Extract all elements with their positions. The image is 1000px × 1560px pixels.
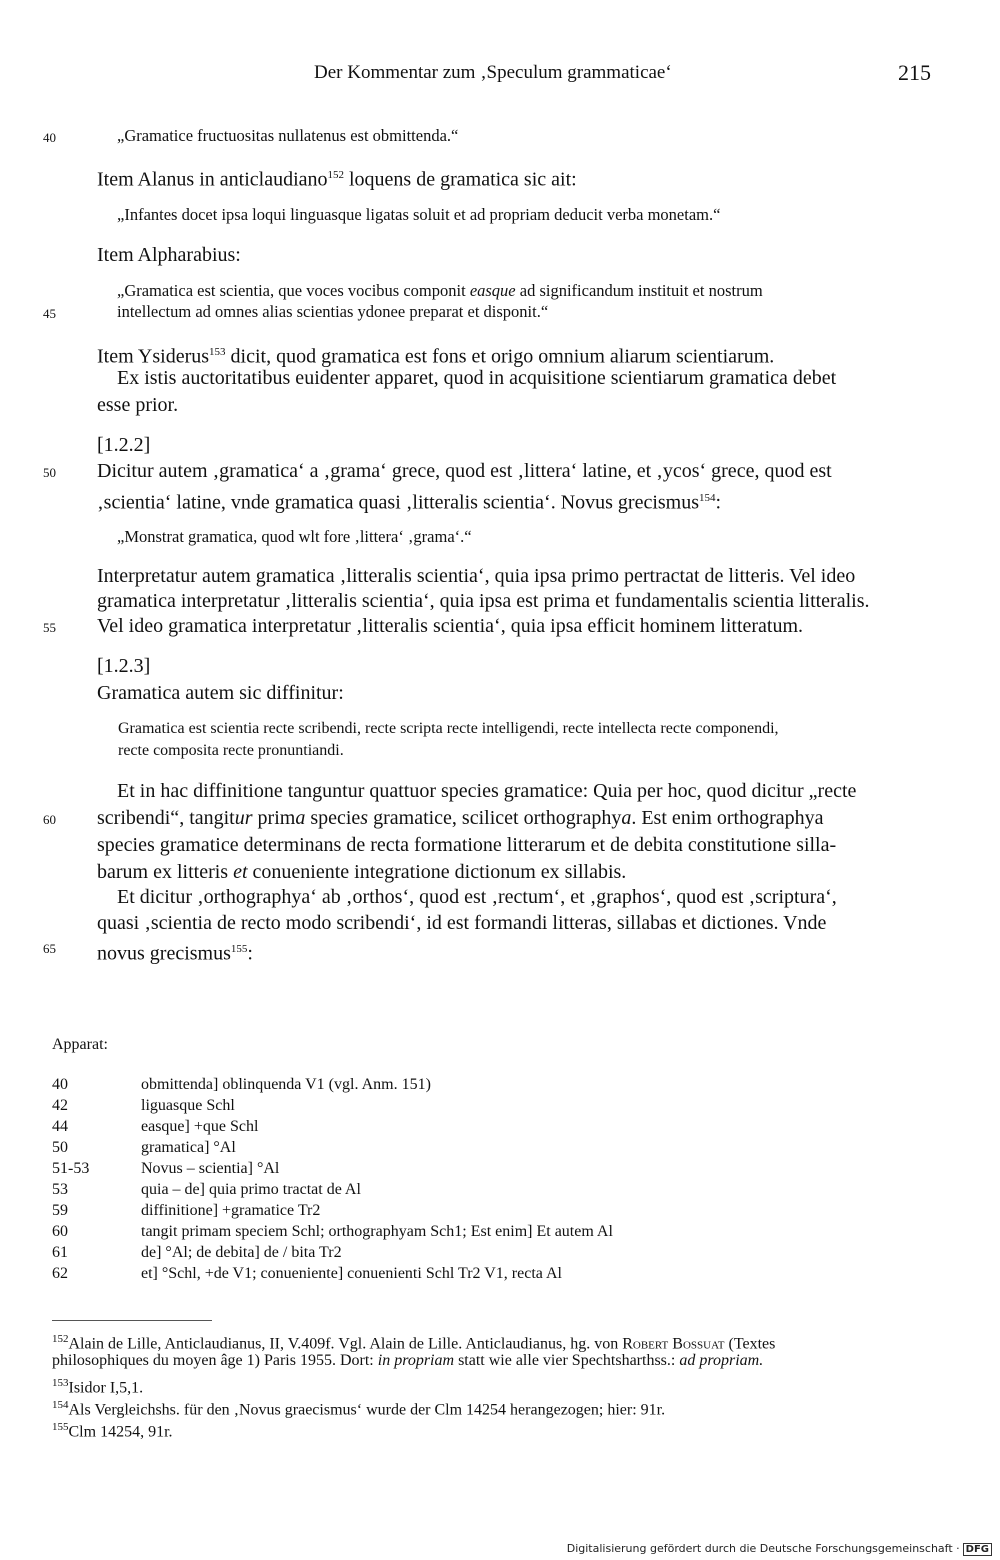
running-header [0,60,1000,90]
body-line: Dicitur autem ‚gramatica‘ a ‚grama‘ grece, quod est ‚littera‘ latine, et ‚ycos‘ grece, quod est [97,460,832,482]
section-number: [1.2.3] [97,655,151,677]
apparatus-row: 60 tangit primam speciem Schl; orthographyam Sch1; Est enim] Et autem Al [52,1223,613,1240]
body-line: Et dicitur ‚orthographya‘ ab ‚orthos‘, quod est ‚rectum‘, et ‚graphos‘, quod est ‚scriptura‘, [117,886,837,908]
line-number: 50 [43,465,56,480]
body-line: scribendi“, tangitur prima species gramatice, scilicet orthographya. Est enim orthographya [97,807,824,829]
footnote-ref: 152 [327,169,344,181]
line-number: 55 [43,620,56,635]
body-line: Interpretatur autem gramatica ‚litteralis scientia‘, quia ipsa primo pertractat de litteris. Vel ideo [97,565,856,587]
footer-credit: Digitalisierung gefördert durch die Deutsche Forschungsgemeinschaft · DFG [567,1542,992,1556]
page-number: 215 [898,60,931,85]
body-line: Et in hac diffinitione tanguntur quattuor species gramatice: Quia per hoc, quod dicitur „recte [117,780,857,802]
line-number: 65 [43,941,56,956]
line-number: 40 [43,130,56,145]
apparatus-row: 50 gramatica] °Al [52,1139,236,1156]
body-line: esse prior. [97,394,179,416]
body-line: Item Alpharabius: [97,244,241,266]
body-line: quasi ‚scientia de recto modo scribendi‘, id est formandi litteras, sillabas et dictiones. Vnde [97,912,827,934]
footnote-152-cont: philosophiques du moyen âge 1) Paris 1955. Dort: in propriam statt wie alle vier Spechtsharthss.: ad propriam. [52,1352,764,1369]
definition: recte composita recte pronuntiandi. [118,742,344,759]
footnote-ref: 154 [699,492,716,504]
apparatus-title: Apparat: [52,1036,108,1053]
footnote-153: $^{153}$Isidor I,5,1. [52,1377,144,1397]
body-line: gramatica interpretatur ‚litteralis scientia‘, quia ipsa est prima et fundamentalis scientia litteralis. [97,590,870,612]
definition: Gramatica est scientia recte scribendi, recte scripta recte intelligendi, recte intellecta recte componendi, [118,720,779,737]
running-title: Der Kommentar zum ‚Speculum grammaticae‘ [314,62,672,83]
apparatus-row: 42 liguasque Schl [52,1097,235,1114]
line-number: 45 [43,306,56,321]
quotation: „Infantes docet ipsa loqui linguasque ligatas soluit et ad propriam deducit verba monetam.“ [117,205,721,224]
quotation: „Gramatica est scientia, que voces vocibus componit easque ad significandum instituit et nostrum [117,281,763,300]
body-line: Item Alanus in anticlaudiano$^{152}$ loquens de gramatica sic ait: [97,168,577,191]
body-line: barum ex litteris et conueniente integratione dictionum ex sillabis. [97,861,627,883]
body-line: species gramatice determinans de recta formatione litterarum et de debita constitutione silla- [97,834,837,856]
line-number: 60 [43,812,56,827]
body-line: ‚scientia‘ latine, vnde gramatica quasi ‚litteralis scientia‘. Novus grecismus$^{154}$: [97,491,722,514]
apparatus-row: 40 obmittenda] oblinquenda V1 (vgl. Anm. 151) [52,1076,431,1093]
footnote-ref: 153 [209,346,226,358]
apparatus-row: 44 easque] +que Schl [52,1118,259,1135]
section-number: [1.2.2] [97,434,151,456]
footnote-152: $^{152}$Alain de Lille, Anticlaudianus, II, V.409f. Vgl. Alain de Lille. Anticlaudianus, hg. von Robert Bossuat (Textes [52,1333,776,1353]
body-line: Ex istis auctoritatibus euidenter apparet, quod in acquisitione scientiarum gramatica debet [117,367,837,389]
dfg-logo: DFG [963,1543,992,1556]
quotation: „Gramatice fructuositas nullatenus est obmittenda.“ [117,126,459,145]
footnote-154: $^{154}$Als Vergleichshs. für den ‚Novus graecismus‘ wurde der Clm 14254 herangezogen; hier: 91r. [52,1399,666,1419]
apparatus-row: 61 de] °Al; de debita] de / bita Tr2 [52,1244,342,1261]
apparatus-row: 59 diffinitione] +gramatice Tr2 [52,1202,321,1219]
body-line: Gramatica autem sic diffinitur: [97,682,344,704]
footnote-ref: 155 [230,943,248,955]
apparatus-row: 62 et] °Schl, +de V1; conueniente] conuenienti Schl Tr2 V1, recta Al [52,1265,562,1282]
quotation: „Monstrat gramatica, quod wlt fore ‚littera‘ ‚grama‘.“ [117,527,472,546]
body-line: Vel ideo gramatica interpretatur ‚litteralis scientia‘, quia ipsa efficit hominem litteratum. [97,615,804,637]
footnote-155: $^{155}$Clm 14254, 91r. [52,1421,173,1441]
apparatus-row: 53 quia – de] quia primo tractat de Al [52,1181,361,1198]
body-line: novus grecismus$^{155}$: [97,942,253,965]
apparatus-row: 51-53 Novus – scientia] °Al [52,1160,280,1177]
body-line: Item Ysiderus$^{153}$ dicit, quod gramatica est fons et origo omnium aliarum scientiarum. [97,345,775,368]
quotation: intellectum ad omnes alias scientias ydonee preparat et disponit.“ [117,302,549,321]
footnote-separator [52,1320,212,1321]
